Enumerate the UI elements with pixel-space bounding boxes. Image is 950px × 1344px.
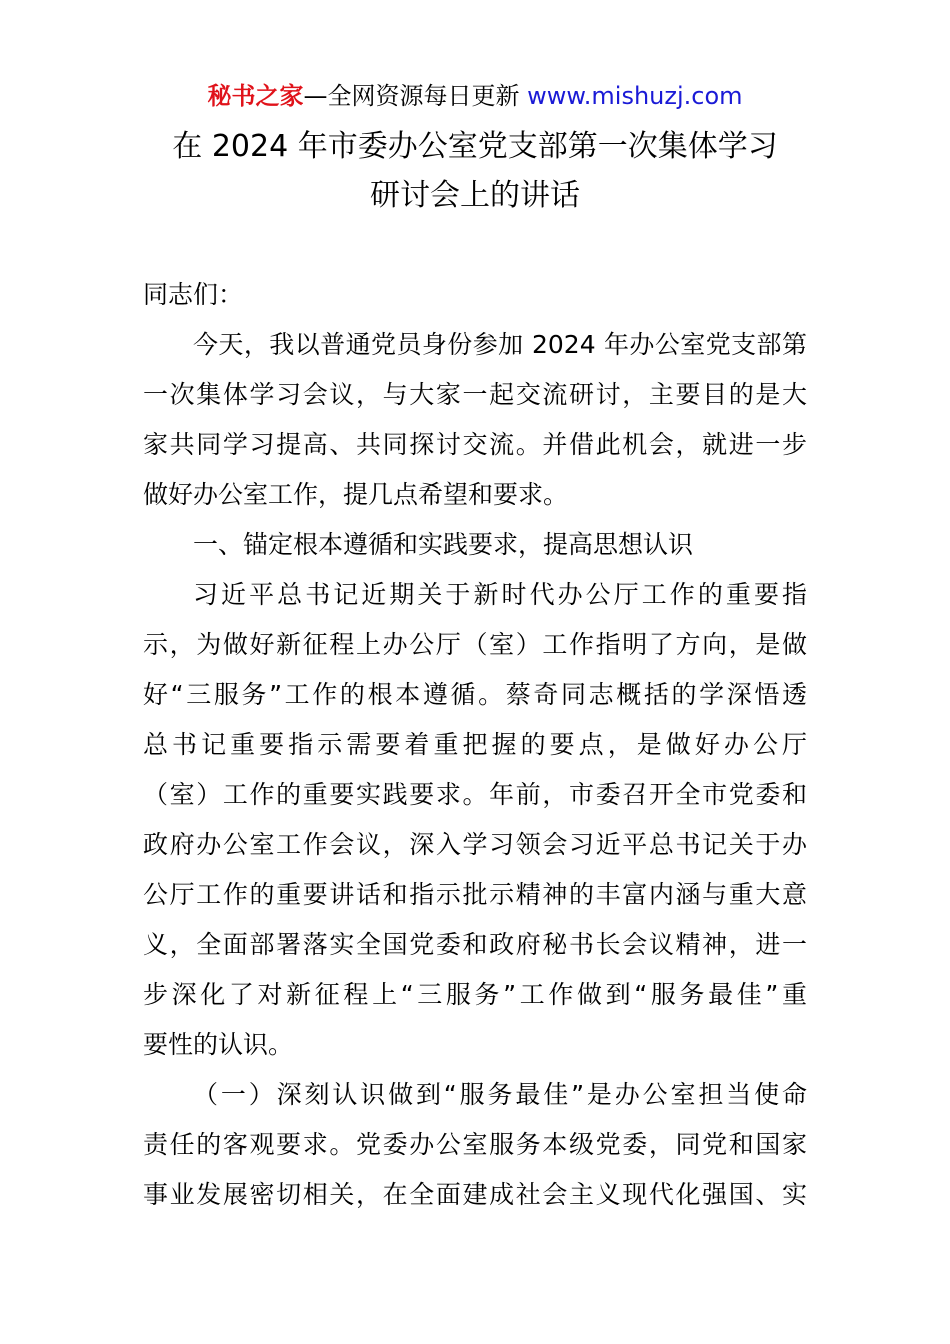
text-line: 政府办公室工作会议，深入学习领会习近平总书记关于办 [143,830,807,859]
text-line: 示，为做好新征程上办公厅（室）工作指明了方向，是做 [143,630,807,659]
document-title-line-1: 在 2024 年市委办公室党支部第一次集体学习 [172,129,778,164]
text-line: 责任的客观要求。党委办公室服务本级党委，同党和国家 [143,1130,807,1159]
salutation: 同志们： [143,280,244,309]
text-line: （室）工作的重要实践要求。年前，市委召开全市党委和 [143,780,807,809]
site-header [0,78,950,114]
text-line: 习近平总书记近期关于新时代办公厅工作的重要指 [193,580,807,609]
document-body [143,270,807,1220]
site-url-link[interactable]: www.mishuzj.com [527,82,743,110]
text-line: 步深化了对新征程上“三服务”工作做到“服务最佳”重 [143,980,807,1009]
text-line: 今天，我以普通党员身份参加 2024 年办公室党支部第 [193,330,807,359]
text-line: 义，全面部署落实全国党委和政府秘书长会议精神，进一 [143,930,807,959]
text-line: 要性的认识。 [143,1030,294,1059]
text-line: 公厅工作的重要讲话和指示批示精神的丰富内涵与重大意 [143,880,807,909]
text-line: 事业发展密切相关，在全面建成社会主义现代化强国、实 [143,1180,807,1209]
brand-name: 秘书之家 [207,82,304,110]
text-line: 家共同学习提高、共同探讨交流。并借此机会，就进一步 [143,430,807,459]
section-heading: 一、锚定根本遵循和实践要求，提高思想认识 [193,530,694,559]
document-title-line-2: 研讨会上的讲话 [370,178,580,213]
text-line: 做好办公室工作，提几点希望和要求。 [143,480,569,509]
text-line: 好“三服务”工作的根本遵循。蔡奇同志概括的学深悟透 [143,680,807,709]
header-tagline: —全网资源每日更新 [303,82,520,110]
text-line: 总书记重要指示需要着重把握的要点，是做好办公厅 [143,730,807,759]
subsection-line: （一）深刻认识做到“服务最佳”是办公室担当使命 [193,1080,807,1109]
text-line: 一次集体学习会议，与大家一起交流研讨，主要目的是大 [143,380,807,409]
